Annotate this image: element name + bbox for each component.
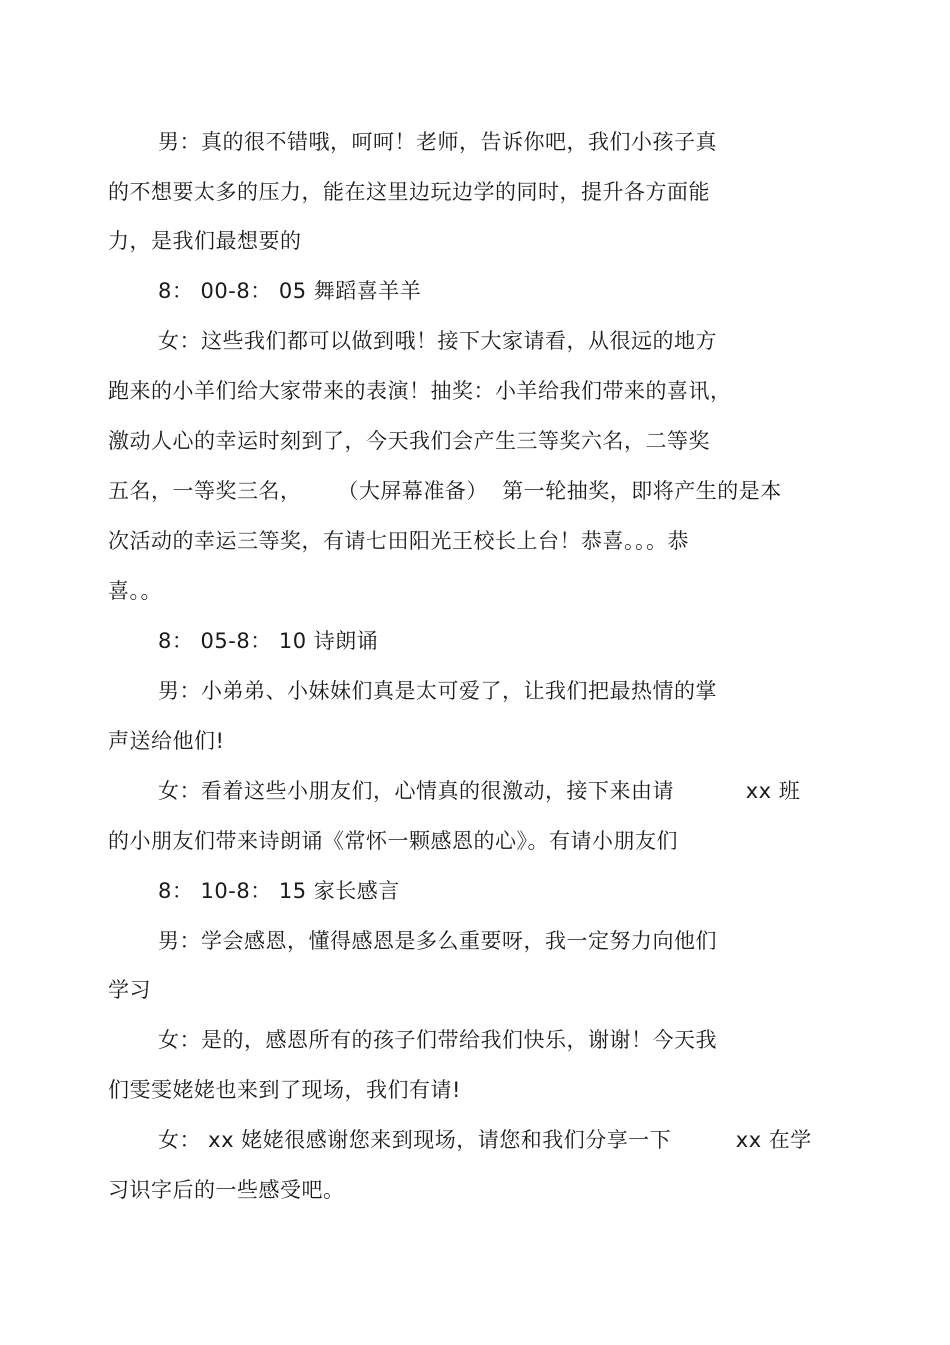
- text-line: 五名，一等奖三名， （大屏幕准备） 第一轮抽奖，即将产生的是本: [108, 479, 782, 503]
- text-line: 们雯雯姥姥也来到了现场，我们有请!: [108, 1078, 461, 1102]
- text-line: 激动人心的幸运时刻到了，今天我们会产生三等奖六名，二等奖: [108, 429, 710, 453]
- text-line: 男：小弟弟、小妹妹们真是太可爱了，让我们把最热情的掌: [158, 679, 717, 703]
- text-line: 力，是我们最想要的: [108, 229, 302, 253]
- text-line: 跑来的小羊们给大家带来的表演！抽奖：小羊给我们带来的喜讯，: [108, 379, 732, 403]
- text-line: 女：看着这些小朋友们，心情真的很激动，接下来由请 xx 班: [158, 779, 801, 803]
- text-line: 的小朋友们带来诗朗诵《常怀一颗感恩的心》。有请小朋友们: [108, 829, 678, 853]
- text-line: 女：这些我们都可以做到哦！接下大家请看，从很远的地方: [158, 329, 717, 353]
- text-line: 次活动的幸运三等奖，有请七田阳光王校长上台！恭喜。。。恭: [108, 529, 689, 553]
- program-time-heading: 8： 05-8： 10 诗朗诵: [158, 629, 379, 653]
- text-line: 女：是的，感恩所有的孩子们带给我们快乐，谢谢！今天我: [158, 1028, 717, 1052]
- program-time-heading: 8： 00-8： 05 舞蹈喜羊羊: [158, 279, 422, 303]
- text-line: 男：真的很不错哦，呵呵！老师，告诉你吧，我们小孩子真: [158, 130, 717, 154]
- program-time-heading: 8： 10-8： 15 家长感言: [158, 879, 400, 903]
- text-line: 女： xx 姥姥很感谢您来到现场，请您和我们分享一下 xx 在学: [158, 1128, 812, 1152]
- text-line: 声送给他们!: [108, 729, 225, 753]
- text-line: 学习: [108, 978, 151, 1002]
- text-line: 习识字后的一些感受吧。: [108, 1178, 345, 1202]
- text-line: 喜。。: [108, 579, 162, 603]
- text-line: 的不想要太多的压力，能在这里边玩边学的同时，提升各方面能: [108, 180, 710, 204]
- text-line: 男：学会感恩，懂得感恩是多么重要呀，我一定努力向他们: [158, 929, 717, 953]
